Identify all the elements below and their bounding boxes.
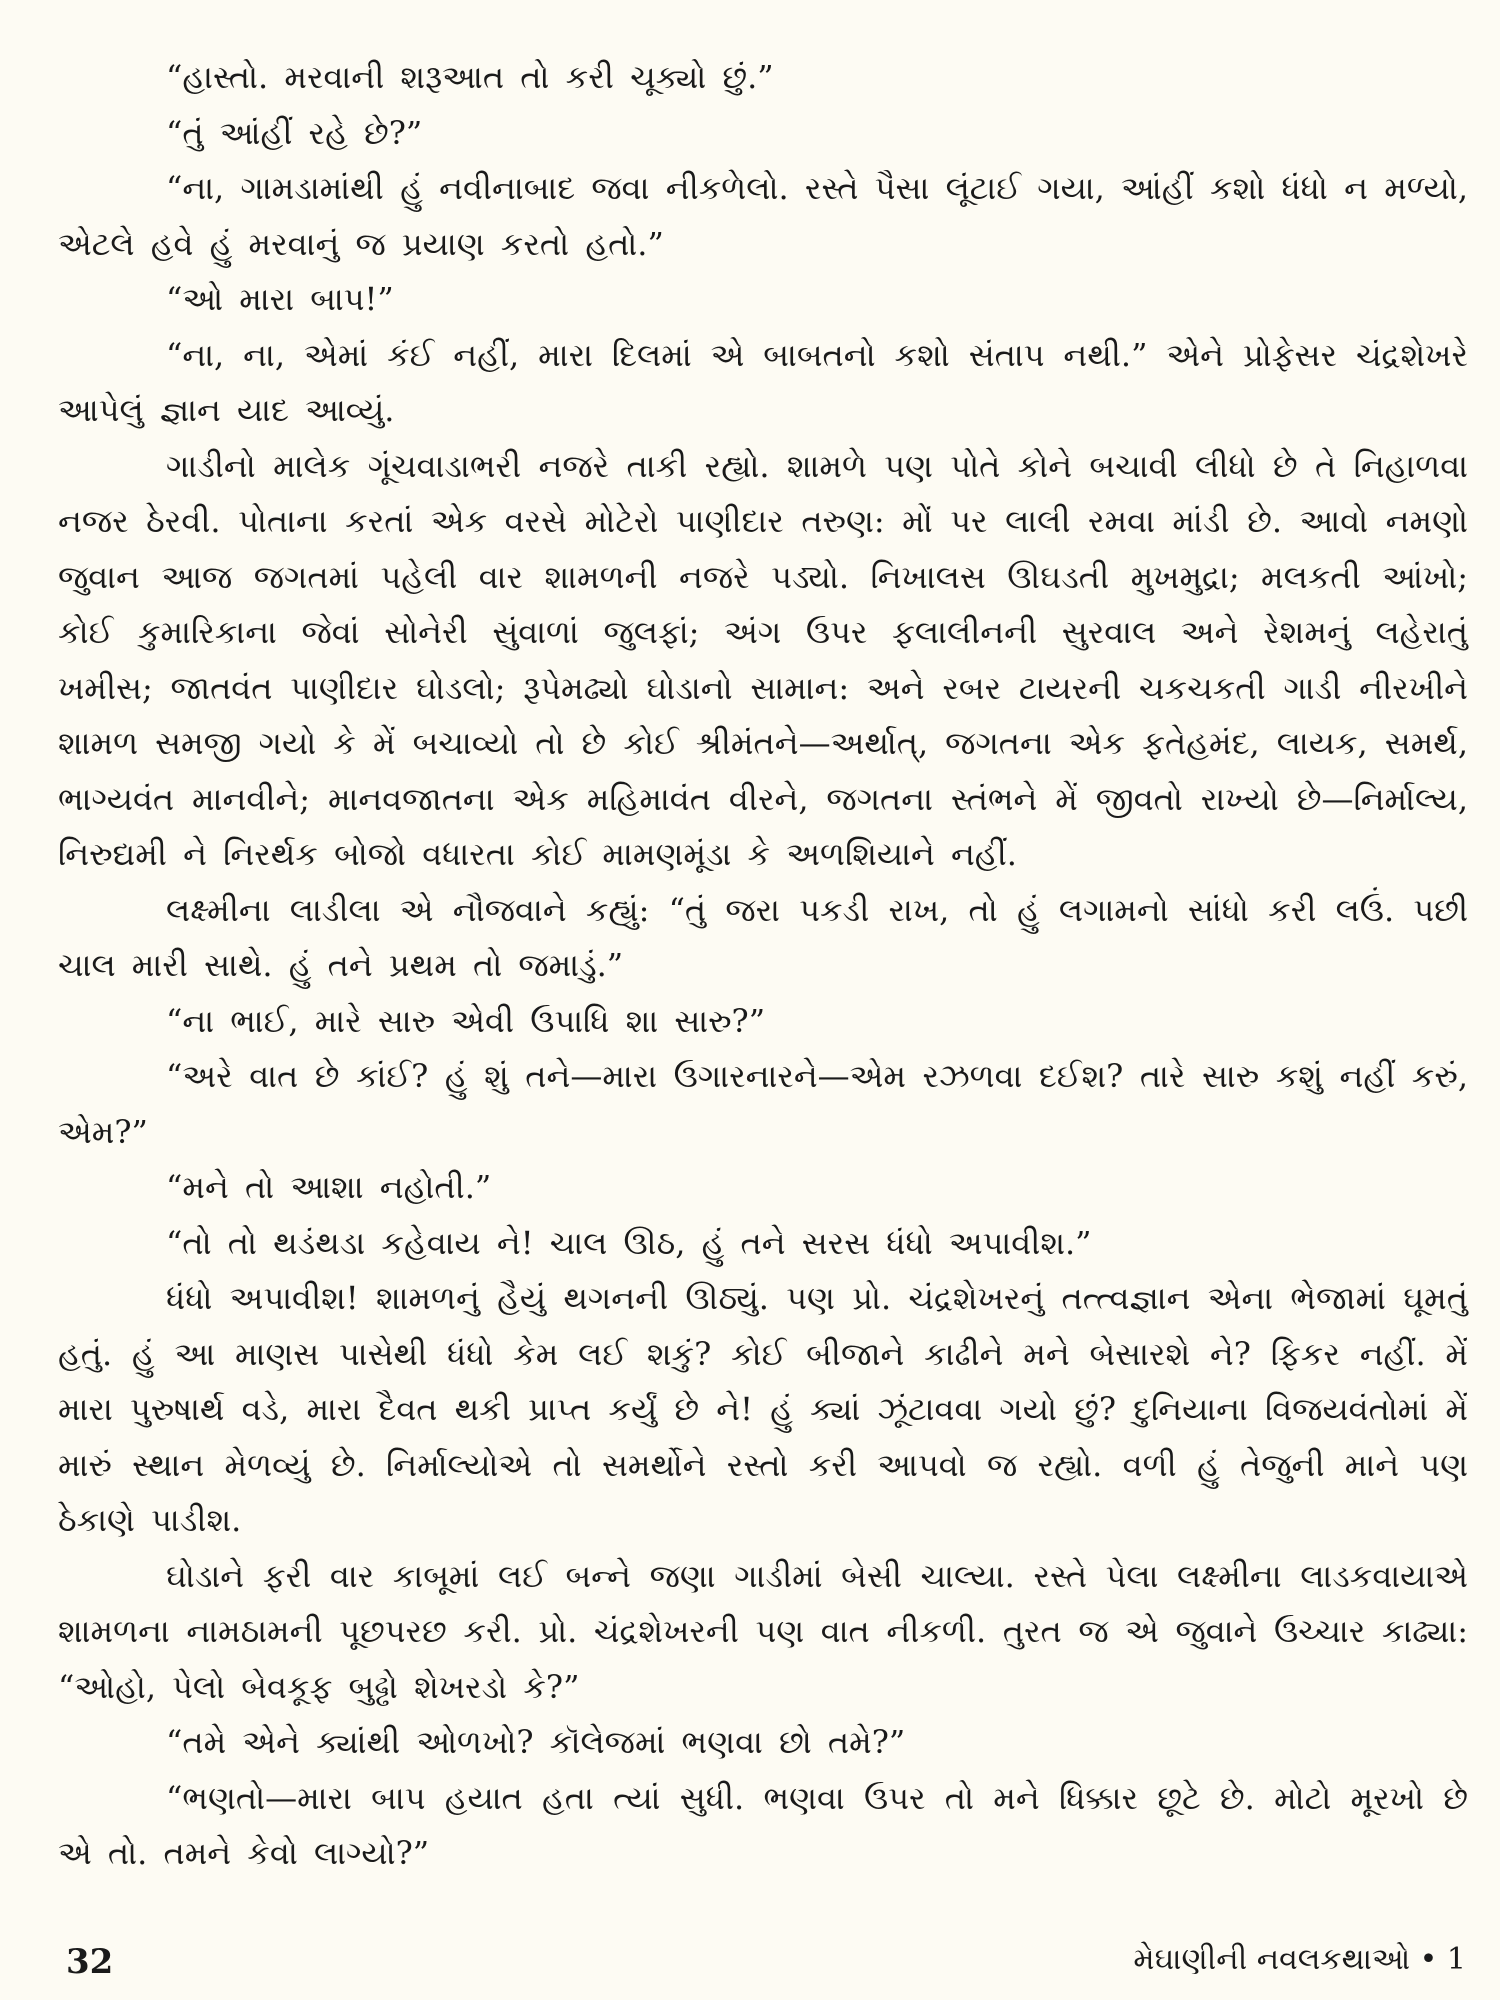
running-footer-title: મેઘાણીની નવલકથાઓ • 1: [1133, 1942, 1466, 1977]
paragraph: ધંધો અપાવીશ! શામળનું હૈયું થગનની ઊઠ્યું. પણ પ્રો. ચંદ્રશેખરનું તત્ત્વજ્ઞાન એના ભેજામાં ઘૂમતું હતું. હું આ માણસ પાસેથી ધંધો કેમ લઈ શકું? કોઈ બીજાને કાઢીને મને બેસારશે ને? ફિકર નહીં. મેં મારા પુરુષાર્થ વડે, મારા દૈવત થકી પ્રાપ્ત કર્યું છે ને! હું ક્યાં ઝૂંટાવવા ગયો છું? દુનિયાના વિજયવંતોમાં મેં મારું સ્થાન મેળવ્યું છે. નિર્માલ્યોએ તો સમર્થોને રસ્તો કરી આપવો જ રહ્યો. વળી હું તેજુની માને પણ ઠેકાણે પાડીશ.: [58, 1279, 1468, 1539]
body-text: [58, 50, 1468, 1882]
paragraph: લક્ષ્મીના લાડીલા એ નૌજવાને કહ્યું: “તું જરા પકડી રાખ, તો હું લગામનો સાંધો કરી લઉં. પછી ચાલ મારી સાથે. હું તને પ્રથમ તો જમાડું.”: [58, 890, 1468, 984]
paragraph: “ના, ગામડામાંથી હું નવીનાબાદ જવા નીકળેલો. રસ્તે પૈસા લૂંટાઈ ગયા, આંહીં કશો ધંધો ન મળ્યો, એટલે હવે હું મરવાનું જ પ્રયાણ કરતો હતો.”: [58, 169, 1468, 263]
paragraph: “ઓ મારા બાપ!”: [166, 280, 394, 318]
paragraph: “ના, ના, એમાં કંઈ નહીં, મારા દિલમાં એ બાબતનો કશો સંતાપ નથી.” એને પ્રોફેસર ચંદ્રશેખરે આપેલું જ્ઞાન યાદ આવ્યું.: [58, 335, 1468, 429]
paragraph: “ના ભાઈ, મારે સારુ એવી ઉપાધિ શા સારુ?”: [166, 1001, 766, 1040]
paragraph: ગાડીનો માલેક ગૂંચવાડાભરી નજરે તાકી રહ્યો. શામળે પણ પોતે કોને બચાવી લીધો છે તે નિહાળવા નજર ઠેરવી. પોતાના કરતાં એક વરસે મોટેરો પાણીદાર તરુણ: મોં પર લાલી રમવા માંડી છે. આવો નમણો જુવાન આજ જગતમાં પહેલી વાર શામળની નજરે પડ્યો. નિખાલસ ઊઘડતી મુખમુદ્રા; મલકતી આંખો; કોઈ કુમારિકાના જેવાં સોનેરી સુંવાળાં જુલફાં; અંગ ઉપર ફલાલીનની સુરવાલ અને રેશમનું લહેરાતું ખમીસ; જાતવંત પાણીદાર ઘોડલો; રૂપેમઢ્યો ઘોડાનો સામાન: અને રબર ટાયરની ચકચકતી ગાડી નીરખીને શામળ સમજી ગયો કે મેં બચાવ્યો તો છે કોઈ શ્રીમંતને—અર્થાત્, જગતના એક ફતેહમંદ, લાયક, સમર્થ, ભાગ્યવંત માનવીને; માનવજાતના એક મહિમાવંત વીરને, જગતના સ્તંભને મેં જીવતો રાખ્યો છે—નિર્માલ્ય, નિરુદ્યમી ને નિરર્થક બોજો વધારતા કોઈ મામણમૂંડા કે અળશિયાને નહીં.: [58, 446, 1468, 873]
paragraph: “તો તો થડંથડા કહેવાય ને! ચાલ ઊઠ, હું તને સરસ ધંધો અપાવીશ.”: [166, 1223, 1092, 1262]
paragraph: “તું આંહીં રહે છે?”: [166, 113, 423, 152]
page-number: 32: [66, 1942, 114, 1982]
paragraph: ઘોડાને ફરી વાર કાબૂમાં લઈ બન્ને જણા ગાડીમાં બેસી ચાલ્યા. રસ્તે પેલા લક્ષ્મીના લાડકવાયાએ શામળના નામઠામની પૂછપરછ કરી. પ્રો. ચંદ્રશેખરની પણ વાત નીકળી. તુરત જ એ જુવાને ઉચ્ચાર કાઢ્યા: “ઓહો, પેલો બેવકૂફ બુઢ્ઢો શેખરડો કે?”: [58, 1556, 1468, 1706]
paragraph: “મને તો આશા નહોતી.”: [166, 1168, 492, 1206]
paragraph: “ભણતો—મારા બાપ હયાત હતા ત્યાં સુધી. ભણવા ઉપર તો મને ધિક્કાર છૂટે છે. મોટો મૂરખો છે એ તો. તમને કેવો લાગ્યો?”: [58, 1778, 1468, 1872]
paragraph: “અરે વાત છે કાંઈ? હું શું તને—મારા ઉગારનારને—એમ રઝળવા દઈશ? તારે સારુ કશું નહીં કરું, એમ?”: [58, 1057, 1468, 1151]
paragraph: “હાસ્તો. મરવાની શરૂઆત તો કરી ચૂક્યો છું.”: [166, 58, 774, 96]
paragraph: “તમે એને ક્યાંથી ઓળખો? કૉલેજમાં ભણવા છો તમે?”: [166, 1723, 906, 1761]
